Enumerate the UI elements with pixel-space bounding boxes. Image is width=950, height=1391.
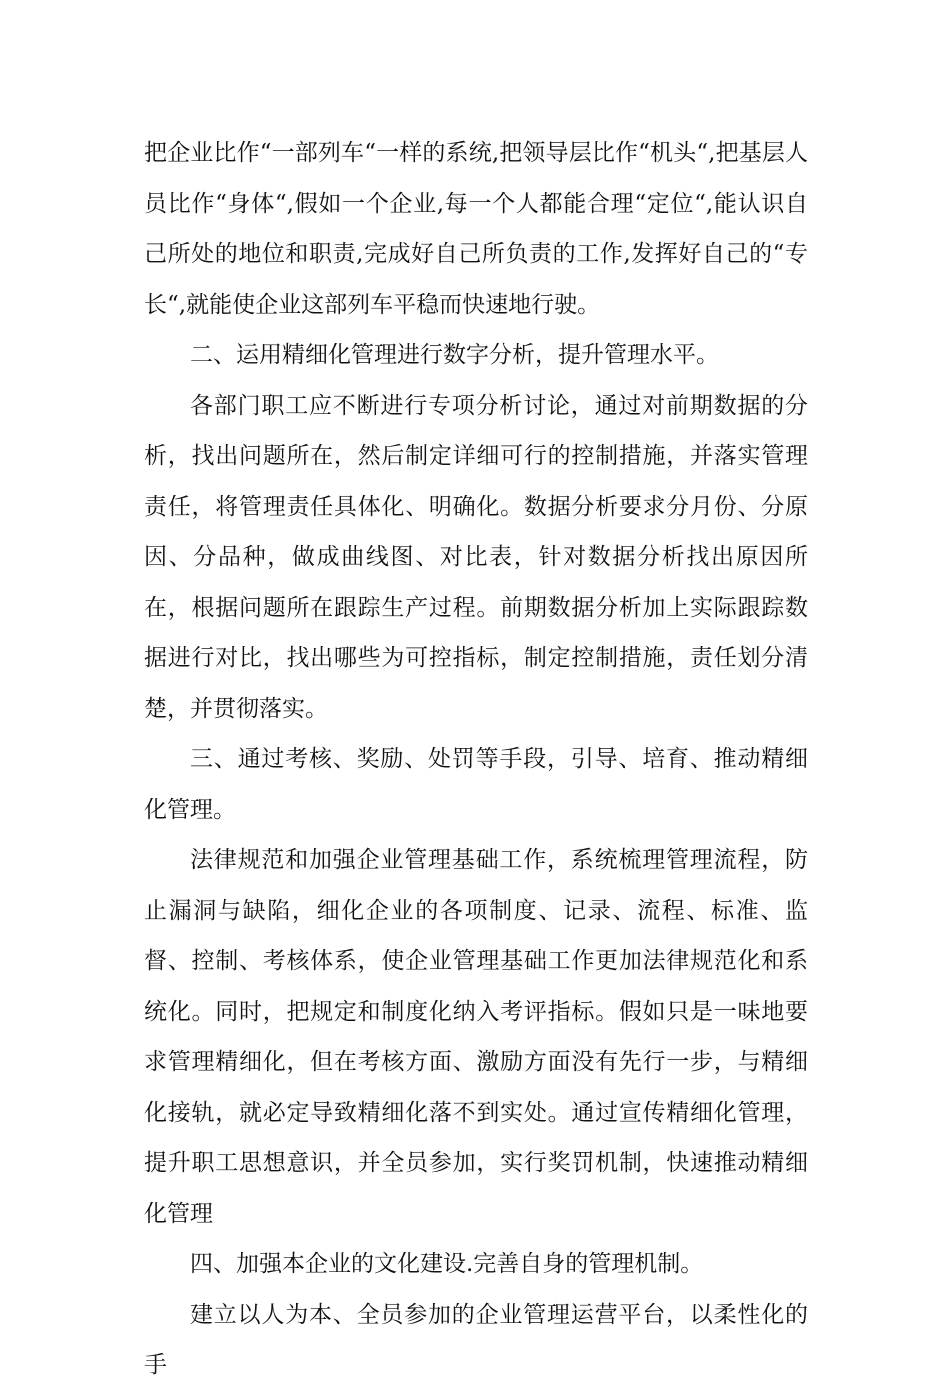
section-heading-3: 三、通过考核、奖励、处罚等手段，引导、培育、推动精细化管理。: [144, 746, 808, 823]
paragraph-train-metaphor: 把企业比作“一部列车“一样的系统,把领导层比作“机头“,把基层人员比作“身体“,假如一个企业,每一个人都能合理“定位“,能认识自己所处的地位和职责,完成好自己所负责的工作,发挥好自己的“专长“,就能使企业这部列车平稳而快速地行驶。: [144, 140, 808, 318]
paragraph-management-foundation: 法律规范和加强企业管理基础工作，系统梳理管理流程，防止漏洞与缺陷，细化企业的各项制度、记录、流程、标准、监督、控制、考核体系，使企业管理基础工作更加法律规范化和系统化。同时，把规定和制度化纳入考评指标。假如只是一味地要求管理精细化，但在考核方面、激励方面没有先行一步，与精细化接轨，就必定导致精细化落不到实处。通过宣传精细化管理，提升职工思想意识，并全员参加，实行奖罚机制，快速推动精细化管理: [144, 847, 808, 1227]
section-heading-4: 四、加强本企业的文化建设.完善自身的管理机制。: [190, 1251, 704, 1277]
paragraph-platform: 建立以人为本、全员参加的企业管理运营平台，以柔性化的手: [144, 1301, 808, 1378]
section-heading-2: 二、运用精细化管理进行数字分析，提升管理水平。: [190, 342, 719, 368]
paragraph-data-analysis: 各部门职工应不断进行专项分析讨论，通过对前期数据的分析，找出问题所在，然后制定详细可行的控制措施，并落实管理责任，将管理责任具体化、明确化。数据分析要求分月份、分原因、分品种，做成曲线图、对比表，针对数据分析找出原因所在，根据问题所在跟踪生产过程。前期数据分析加上实际跟踪数据进行对比，找出哪些为可控指标，制定控制措施，责任划分清楚，并贯彻落实。: [144, 392, 808, 722]
document-body: [144, 128, 808, 1391]
